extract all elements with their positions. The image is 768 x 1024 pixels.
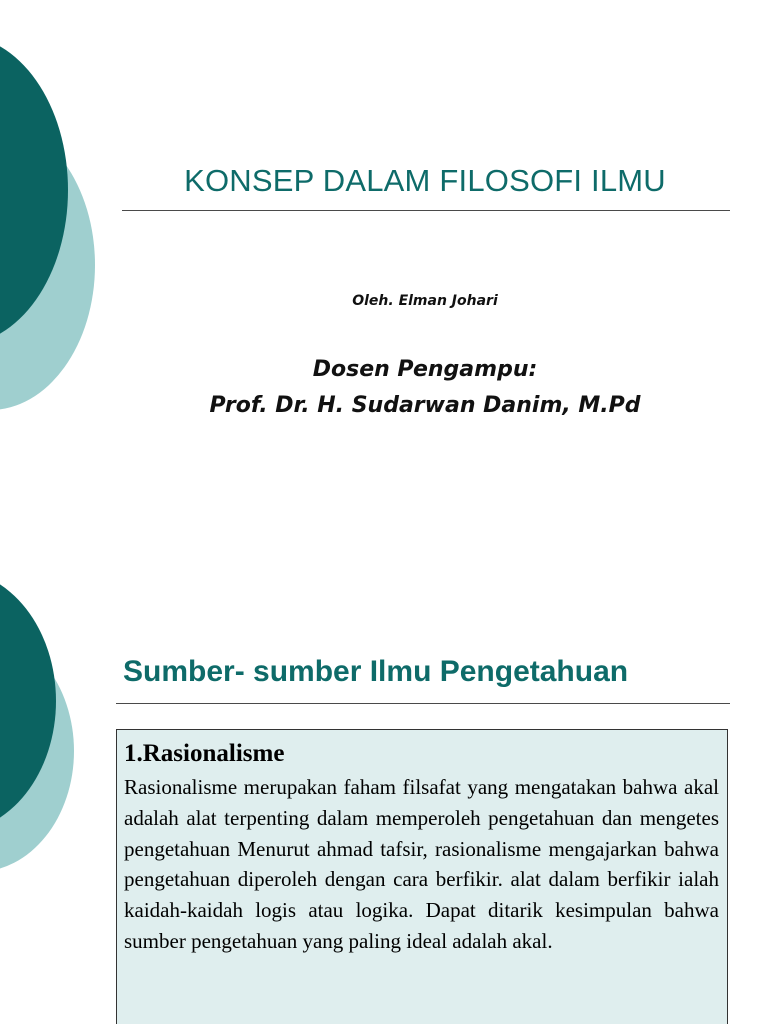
- slide-2: [0, 512, 768, 1024]
- lecturer-name: Prof. Dr. H. Sudarwan Danim, M.Pd: [209, 393, 641, 418]
- title-divider: [122, 210, 730, 211]
- lecturer-block: [100, 352, 750, 424]
- content-box: [116, 729, 728, 1024]
- author-line: Oleh. Elman Johari: [352, 293, 498, 309]
- slide-1-title: KONSEP DALAM FILOSOFI ILMU: [184, 163, 666, 198]
- section-heading: 1.Rasionalisme: [124, 740, 285, 767]
- slide-2-title: Sumber- sumber Ilmu Pengetahuan: [123, 655, 629, 688]
- title-divider: [116, 703, 730, 704]
- lecturer-label: Dosen Pengampu:: [312, 357, 538, 382]
- section-body: Rasionalisme merupakan faham filsafat yang mengatakan bahwa akal adalah alat terpenting dalam memperoleh pengetahuan dan mengetes pengetahuan Menurut ahmad tafsir, rasionalisme mengajarkan bahwa pengetahuan diperoleh dengan cara berfikir. alat dalam berfikir ialah kaidah-kaidah logis atau logika. Dapat ditarik kesimpulan bahwa sumber pengetahuan yang paling ideal adalah akal.: [124, 775, 719, 953]
